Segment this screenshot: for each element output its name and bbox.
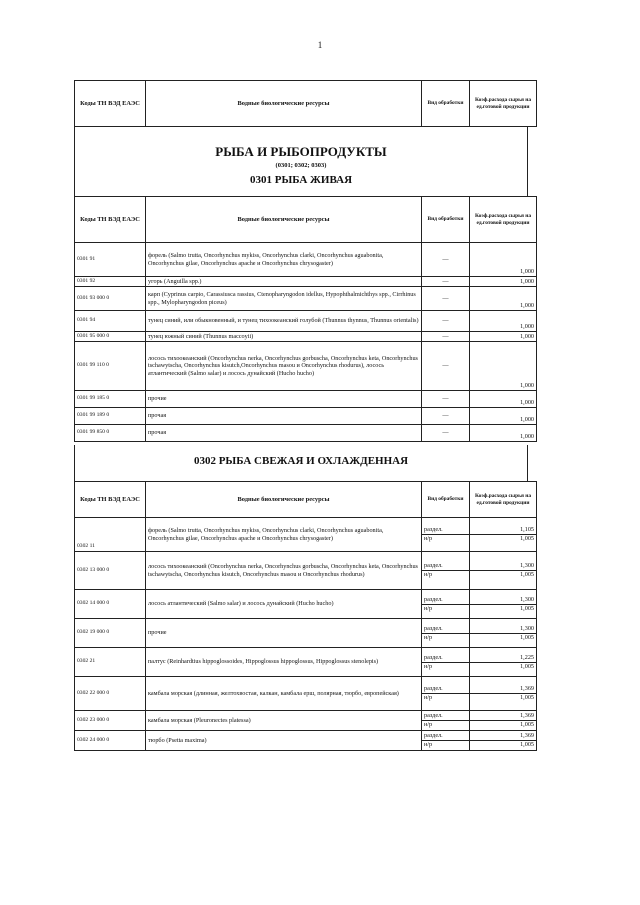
row-desc: лосось атлантический (Salmo salar) и лосось дунайский (Hucho hucho) bbox=[146, 590, 422, 619]
table-row bbox=[75, 287, 537, 311]
header-processing: Вид обработки bbox=[422, 81, 470, 127]
row-coef: 1,000 bbox=[470, 287, 537, 311]
row-coef: 1,000 bbox=[470, 425, 537, 442]
header-codes: Коды ТН ВЭД ЕАЭС bbox=[75, 81, 146, 127]
row-processing-cut: раздел. bbox=[424, 624, 443, 632]
row-processing: — bbox=[422, 311, 470, 332]
header-resources: Водные биологические ресурсы bbox=[146, 197, 422, 243]
table-row bbox=[75, 518, 537, 552]
row-processing-cut: раздел. bbox=[424, 712, 443, 720]
row-coef-uncut: 1,005 bbox=[470, 662, 536, 671]
table-0302 bbox=[74, 481, 537, 751]
table-row bbox=[75, 590, 537, 619]
row-desc: тунец южный синий (Thunnus maccoyii) bbox=[146, 332, 422, 342]
row-coef-uncut: 1,005 bbox=[470, 633, 536, 642]
row-code: 0302 22 000 0 bbox=[75, 677, 146, 711]
table-row bbox=[75, 677, 537, 711]
row-coef-uncut: 1,005 bbox=[470, 720, 536, 729]
row-processing: — bbox=[422, 277, 470, 287]
row-coef-uncut: 1,005 bbox=[470, 604, 536, 613]
row-coef: 1,000 bbox=[470, 277, 537, 287]
table-row bbox=[75, 311, 537, 332]
table-row bbox=[75, 425, 537, 442]
row-code: 0301 99 850 0 bbox=[75, 425, 146, 442]
section-0301-title: 0301 РЫБА ЖИВАЯ bbox=[249, 174, 353, 186]
row-desc: лосось тихоокеанский (Oncorhynchus nerka, Oncorhynchus gorbuscha, Oncorhynchus keta, Oncorhynchus tschawytscha, Oncorhynchus kisutch, Oncorhynchus masou и Oncorhynchus rhodurus) bbox=[146, 552, 422, 590]
row-code: 0301 92 bbox=[75, 277, 146, 287]
row-coef: 1,000 bbox=[470, 332, 537, 342]
row-code: 0301 99 110 0 bbox=[75, 342, 146, 391]
header-resources: Водные биологические ресурсы bbox=[146, 482, 422, 518]
row-coef-cut: 1,300 bbox=[520, 562, 534, 570]
row-desc: камбала морская (длинная, желтохвостая, калкан, камбала ерш, полярная, тюрбо, европейская) bbox=[146, 677, 422, 711]
row-coef-cut: 1,369 bbox=[520, 685, 534, 693]
row-code: 0302 19 000 0 bbox=[75, 619, 146, 648]
page-number: 1 bbox=[317, 40, 323, 50]
row-code: 0301 95 000 0 bbox=[75, 332, 146, 342]
header-resources: Водные биологические ресурсы bbox=[146, 81, 422, 127]
row-processing-cut: раздел. bbox=[424, 732, 443, 740]
row-processing-uncut: н/р bbox=[422, 604, 469, 613]
row-code: 0301 91 bbox=[75, 243, 146, 277]
table-0301 bbox=[74, 196, 537, 442]
row-processing: — bbox=[422, 287, 470, 311]
table-row bbox=[75, 391, 537, 408]
table-row bbox=[75, 731, 537, 751]
row-desc: прочие bbox=[146, 619, 422, 648]
row-code: 0301 93 000 0 bbox=[75, 287, 146, 311]
row-coef: 1,000 bbox=[470, 408, 537, 425]
row-coef-cut: 1,225 bbox=[520, 653, 534, 661]
row-processing-cut: раздел. bbox=[424, 595, 443, 603]
header-coef: Коэф.расхода сырья на ед.готовой продукции bbox=[470, 482, 537, 518]
row-desc: форель (Salmo trutta, Oncorhynchus mykiss, Oncorhynchus clarki, Oncorhynchus aguabonita, Oncorhynchus gilae, Oncorhynchus apache и Oncorhynchus chrysogaster) bbox=[146, 518, 422, 552]
table-row bbox=[75, 552, 537, 590]
row-code: 0301 99 185 0 bbox=[75, 391, 146, 408]
row-processing-uncut: н/р bbox=[422, 740, 469, 749]
row-processing: — bbox=[422, 391, 470, 408]
header-processing: Вид обработки bbox=[422, 482, 470, 518]
row-desc: форель (Salmo trutta, Oncorhynchus mykiss, Oncorhynchus clarki, Oncorhynchus aguabonita, Oncorhynchus gilae, Oncorhynchus apache и Oncorhynchus chrysogaster) bbox=[146, 243, 422, 277]
row-coef-uncut: 1,005 bbox=[470, 534, 536, 543]
row-processing: — bbox=[422, 408, 470, 425]
header-coef: Коэф.расхода сырья на ед.готовой продукции bbox=[470, 81, 537, 127]
row-processing: — bbox=[422, 342, 470, 391]
header-codes: Коды ТН ВЭД ЕАЭС bbox=[75, 482, 146, 518]
table-row bbox=[75, 408, 537, 425]
table-row bbox=[75, 332, 537, 342]
row-processing-cut: раздел. bbox=[424, 685, 443, 693]
row-coef: 1,000 bbox=[470, 391, 537, 408]
row-desc: тюрбо (Psetta maxima) bbox=[146, 731, 422, 751]
row-desc: угорь (Anguilla spp.) bbox=[146, 277, 422, 287]
row-coef-uncut: 1,005 bbox=[470, 570, 536, 579]
section-main-codes: (0301; 0302; 0303) bbox=[275, 162, 327, 169]
table-row bbox=[75, 619, 537, 648]
row-coef: 1,000 bbox=[470, 243, 537, 277]
row-coef-cut: 1,105 bbox=[520, 526, 534, 534]
row-coef-cut: 1,300 bbox=[520, 624, 534, 632]
row-coef: 1,000 bbox=[470, 311, 537, 332]
header-codes: Коды ТН ВЭД ЕАЭС bbox=[75, 197, 146, 243]
row-processing: — bbox=[422, 332, 470, 342]
row-coef-uncut: 1,005 bbox=[470, 740, 536, 749]
row-processing: — bbox=[422, 425, 470, 442]
row-processing-cut: раздел. bbox=[424, 653, 443, 661]
header-processing: Вид обработки bbox=[422, 197, 470, 243]
section-main-title: РЫБА И РЫБОПРОДУКТЫ bbox=[215, 144, 387, 159]
row-code: 0302 14 000 0 bbox=[75, 590, 146, 619]
row-coef: 1,000 bbox=[470, 342, 537, 391]
row-desc: лосось тихоокеанский (Oncorhynchus nerka, Oncorhynchus gorbuscha, Oncorhynchus keta, Oncorhynchus tschawytscha, Oncorhynchus kisutch,Oncorhynchus masou и Oncorhynchus rhodurus), лосось атлантический (Salmo salar) и лосось дунайский (Hucho hucho) bbox=[146, 342, 422, 391]
row-code: 0301 99 189 0 bbox=[75, 408, 146, 425]
row-code: 0302 13 000 0 bbox=[75, 552, 146, 590]
section-0302-title: 0302 РЫБА СВЕЖАЯ И ОХЛАЖДЕННАЯ bbox=[193, 455, 409, 467]
row-desc: тунец синий, или обыкновенный, и тунец тихоокеанский голубой (Thunnus thynnus, Thunnus orientalis) bbox=[146, 311, 422, 332]
row-coef-cut: 1,369 bbox=[520, 712, 534, 720]
table-row bbox=[75, 277, 537, 287]
row-processing-cut: раздел. bbox=[424, 562, 443, 570]
main-header-table bbox=[74, 80, 537, 127]
row-desc: палтус (Reinhardtius hippoglossoides, Hippoglossus hippoglossus, Hippoglossus stenolepis) bbox=[146, 648, 422, 677]
section-0302-title-block bbox=[74, 445, 528, 481]
row-code: 0302 23 000 0 bbox=[75, 711, 146, 731]
row-processing-uncut: н/р bbox=[422, 662, 469, 671]
row-desc: прочие bbox=[146, 391, 422, 408]
row-coef-cut: 1,300 bbox=[520, 595, 534, 603]
row-code: 0302 11 bbox=[75, 518, 146, 552]
table-row bbox=[75, 711, 537, 731]
row-coef-uncut: 1,005 bbox=[470, 693, 536, 702]
header-coef: Коэф.расхода сырья на ед.готовой продукции bbox=[470, 197, 537, 243]
row-processing-uncut: н/р bbox=[422, 693, 469, 702]
row-processing: — bbox=[422, 243, 470, 277]
row-code: 0302 21 bbox=[75, 648, 146, 677]
row-code: 0301 94 bbox=[75, 311, 146, 332]
row-coef-cut: 1,369 bbox=[520, 732, 534, 740]
row-desc: прочая bbox=[146, 408, 422, 425]
table-row bbox=[75, 342, 537, 391]
row-desc: камбала морская (Pleuronectes platessa) bbox=[146, 711, 422, 731]
row-processing-cut: раздел. bbox=[424, 526, 443, 534]
row-processing-uncut: н/р bbox=[422, 720, 469, 729]
row-processing-uncut: н/р bbox=[422, 633, 469, 642]
row-processing-uncut: н/р bbox=[422, 570, 469, 579]
row-desc: карп (Cyprinus carpio, Carassiusca rassius, Ctenopharyngodon idellus, Hypophthalmichthys spp., Cirrhinus spp., Mylopharyngodon piceus) bbox=[146, 287, 422, 311]
row-processing-uncut: н/р bbox=[422, 534, 469, 543]
table-row bbox=[75, 648, 537, 677]
section-main-title-block bbox=[74, 126, 528, 196]
table-row bbox=[75, 243, 537, 277]
row-code: 0302 24 000 0 bbox=[75, 731, 146, 751]
row-desc: прочая bbox=[146, 425, 422, 442]
